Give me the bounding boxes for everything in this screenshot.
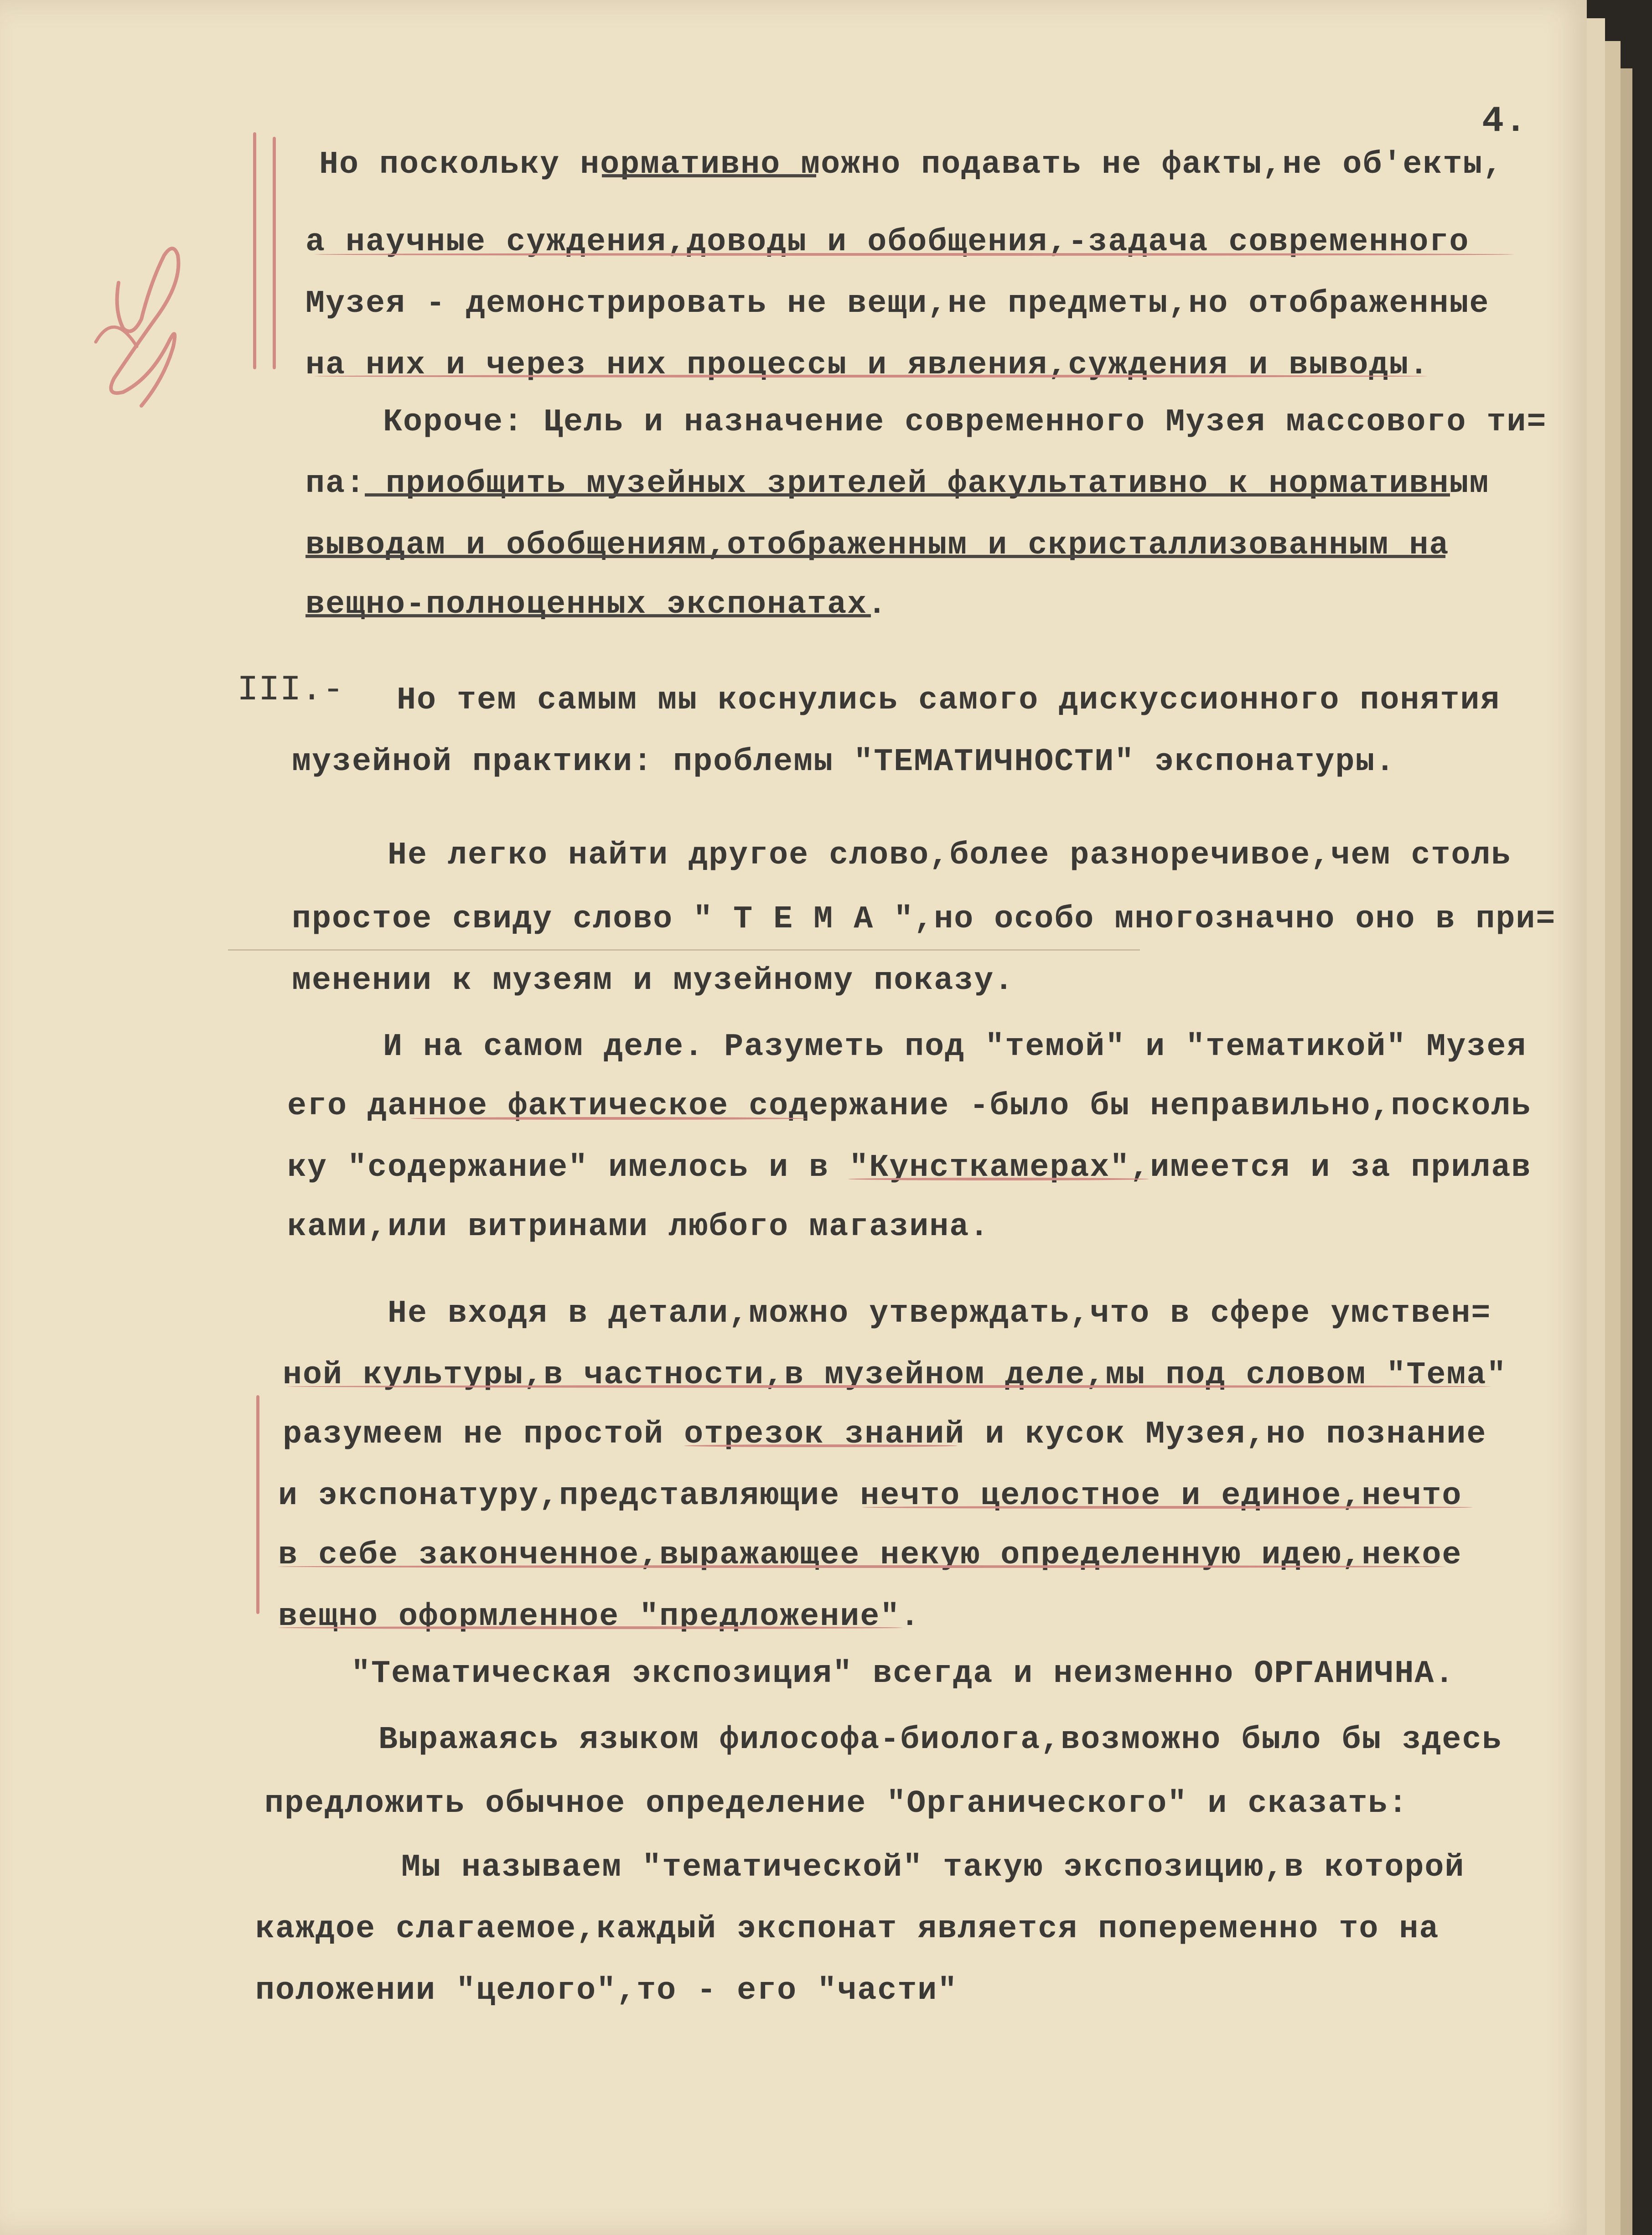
pencil-underline [410,1117,807,1120]
paragraph-line: музейной практики: проблемы "ТЕМАТИЧНОСТИ" экспонатуры. [292,744,1396,780]
paragraph-line: выводам и обобщениям,отображенным и скристаллизованным на [306,528,1450,564]
underline [306,614,871,617]
pencil-underline [315,375,1427,378]
pencil-underline [684,1444,958,1447]
paragraph-line: положении "целого",то - его "части" [255,1973,958,2009]
pencil-scribble-icon [87,228,205,419]
paragraph-line: Не легко найти другое слово,более разноречивое,чем столь [388,838,1512,874]
margin-bar [253,132,256,369]
paragraph-line: И на самом деле. Разуметь под "темой" и "тематикой" Музея [383,1029,1527,1065]
paragraph-line: ной культуры,в частности,в музейном деле,мы под словом "Тема" [283,1357,1507,1393]
page-edge [1587,18,1605,2235]
paragraph-line: ками,или витринами любого магазина. [287,1209,990,1245]
section-number: III.- [237,670,344,710]
paragraph-line: разумеем не простой отрезок знаний и кусок Музея,но познание [283,1417,1487,1453]
pencil-underline [848,1178,1149,1180]
margin-bar [256,1395,259,1614]
paragraph-line: ку "содержание" имелось и в "Кунсткамерах",имеется и за прилав [287,1150,1532,1186]
paragraph-line: "Тематическая экспозиция" всегда и неизменно ОРГАНИЧНА. [351,1656,1455,1692]
paragraph-line: предложить обычное определение "Органического" и сказать: [264,1786,1409,1822]
paragraph-line: его данное фактическое содержание -было бы неправильно,посколь [287,1088,1532,1124]
paragraph-line: Музея - демонстрировать не вещи,не предметы,но отображенные [306,286,1490,322]
pencil-underline [862,1506,1473,1509]
paragraph-line: Мы называем "тематической" такую экспозицию,в которой [401,1850,1465,1886]
paragraph-line: вещно оформленное "предложение". [278,1599,921,1635]
paragraph-line: простое свиду слово " Т Е М А ",но особо многозначно оно в при= [292,901,1556,937]
paragraph-line: Не входя в детали,можно утверждать,что в сфере умствен= [388,1296,1491,1332]
page-edge [1621,68,1632,2235]
paragraph-line: в себе законченное,выражающее некую определенную идею,некое [278,1537,1462,1573]
pencil-underline [278,1626,903,1629]
paragraph-line: Выражаясь языком философа-биолога,возможно было бы здесь [378,1722,1502,1758]
underline [602,174,816,177]
pencil-underline [287,1385,1491,1388]
underline [306,555,1445,558]
underline [365,493,1450,497]
paragraph-line: каждое слагаемое,каждый экспонат является попеременно то на [255,1911,1440,1947]
margin-bar [273,137,276,369]
fold-line [228,949,1140,951]
paragraph-line: а научные суждения,доводы и обобщения,-задача современного [306,224,1470,260]
page-edge [1605,41,1621,2235]
paragraph-line: вещно-полноценных экспонатах. [306,587,888,623]
pencil-underline [278,1565,1445,1568]
paragraph-line: и экспонатуру,представляющие нечто целостное и единое,нечто [278,1478,1462,1514]
paragraph-line: менении к музеям и музейному показу. [292,963,1015,999]
paragraph-line: на них и через них процессы и явления,суждения и выводы. [306,347,1429,383]
paragraph-line: па: приобщить музейных зрителей факультативно к нормативным [306,466,1490,502]
paragraph-line: Но поскольку нормативно можно подавать не факты,не об'екты, [319,147,1503,183]
pencil-underline [315,253,1514,256]
paragraph-line: Короче: Цель и назначение современного Музея массового ти= [383,404,1547,440]
page-number: 4. [1482,101,1528,142]
paragraph-line: Но тем самым мы коснулись самого дискуссионного понятия [397,683,1501,719]
